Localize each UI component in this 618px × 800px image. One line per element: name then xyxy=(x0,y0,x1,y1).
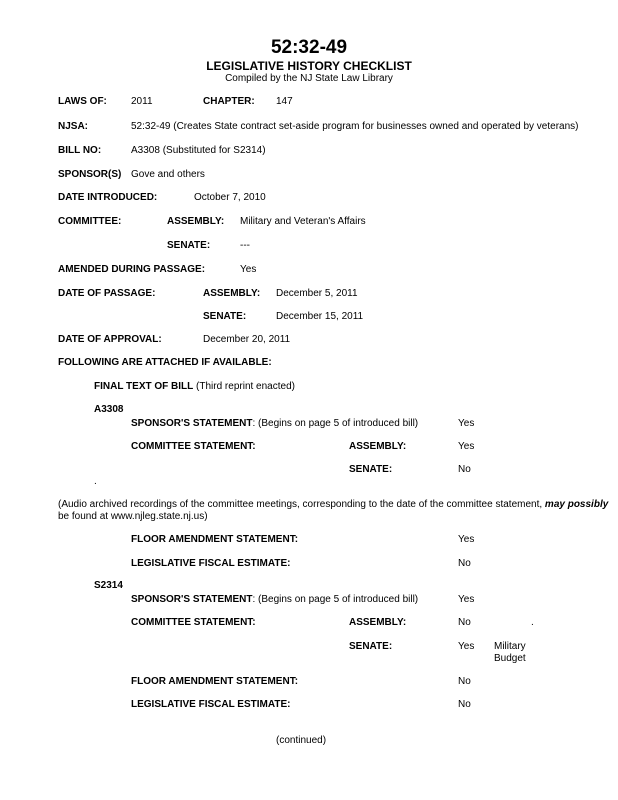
committee-senate-label: SENATE: xyxy=(167,240,211,251)
s2314-floor-amendment-label: FLOOR AMENDMENT STATEMENT: xyxy=(131,676,299,687)
date-of-approval-label: DATE OF APPROVAL: xyxy=(58,334,162,345)
a3308-sponsor-statement-value: Yes xyxy=(458,418,475,429)
s2314-fiscal-estimate-label: LEGISLATIVE FISCAL ESTIMATE: xyxy=(131,699,291,710)
a3308-fiscal-estimate-label: LEGISLATIVE FISCAL ESTIMATE: xyxy=(131,558,291,569)
date-of-approval-value: December 20, 2011 xyxy=(203,334,291,345)
a3308-committee-senate-value: No xyxy=(458,464,471,475)
s2314-committee-senate-value: Yes xyxy=(458,641,475,652)
passage-senate-value: December 15, 2011 xyxy=(276,311,364,322)
committee-senate-value: --- xyxy=(240,240,250,251)
date-introduced-value: October 7, 2010 xyxy=(194,192,266,203)
continued-note: (continued) xyxy=(276,735,327,746)
a3308-fiscal-estimate-value: No xyxy=(458,558,471,569)
s2314-bill-label: S2314 xyxy=(94,580,123,591)
compiled-by: Compiled by the NJ State Law Library xyxy=(225,73,393,84)
s2314-senate-committee-1: Military xyxy=(494,641,526,652)
laws-of-label: LAWS OF: xyxy=(58,96,107,107)
njsa-value: 52:32-49 (Creates State contract set-aside program for businesses owned and operated by veterans) xyxy=(131,121,579,132)
audio-note-emphasis: may possibly xyxy=(544,499,609,510)
a3308-bill-label: A3308 xyxy=(94,404,124,415)
date-of-passage-label: DATE OF PASSAGE: xyxy=(58,288,156,299)
bill-no-value: A3308 (Substituted for S2314) xyxy=(131,145,266,156)
page-title: 52:32-49 xyxy=(270,37,348,58)
s2314-committee-assembly-value: No xyxy=(458,617,471,628)
passage-senate-label: SENATE: xyxy=(203,311,247,322)
laws-of-value: 2011 xyxy=(131,96,153,107)
amended-value: Yes xyxy=(240,264,257,275)
audio-note-text: (Audio archived recordings of the committee meetings, corresponding to the date of the committee statement, xyxy=(58,499,545,510)
a3308-committee-statement-label: COMMITTEE STATEMENT: xyxy=(131,441,256,452)
chapter-label: CHAPTER: xyxy=(203,96,255,107)
a3308-committee-assembly-value: Yes xyxy=(458,441,475,452)
chapter-value: 147 xyxy=(276,96,293,107)
a3308-committee-senate-label: SENATE: xyxy=(349,464,393,475)
s2314-committee-assembly-label: ASSEMBLY: xyxy=(349,617,407,628)
amended-label: AMENDED DURING PASSAGE: xyxy=(58,264,206,275)
page-subtitle: LEGISLATIVE HISTORY CHECKLIST xyxy=(206,59,412,73)
audio-note-line2: be found at www.njleg.state.nj.us) xyxy=(58,511,208,522)
s2314-sponsor-statement xyxy=(131,594,418,605)
s2314-fiscal-estimate-value: No xyxy=(458,699,471,710)
s2314-sponsor-statement-note: : (Begins on page 5 of introduced bill) xyxy=(252,594,419,605)
sponsors-label: SPONSOR(S) xyxy=(58,169,122,180)
a3308-sponsor-statement-note: : (Begins on page 5 of introduced bill) xyxy=(252,418,419,429)
s2314-sponsor-statement-label: SPONSOR'S STATEMENT xyxy=(131,594,253,605)
s2314-assembly-dot: . xyxy=(531,617,534,628)
s2314-sponsor-statement-value: Yes xyxy=(458,594,475,605)
passage-assembly-value: December 5, 2011 xyxy=(276,288,358,299)
attached-heading: FOLLOWING ARE ATTACHED IF AVAILABLE: xyxy=(58,357,272,368)
s2314-floor-amendment-value: No xyxy=(458,676,471,687)
a3308-floor-amendment-label: FLOOR AMENDMENT STATEMENT: xyxy=(131,534,299,545)
sponsors-value: Gove and others xyxy=(131,169,205,180)
a3308-committee-assembly-label: ASSEMBLY: xyxy=(349,441,407,452)
a3308-floor-amendment-value: Yes xyxy=(458,534,475,545)
date-introduced-label: DATE INTRODUCED: xyxy=(58,192,158,203)
audio-note-line1 xyxy=(58,499,608,510)
passage-assembly-label: ASSEMBLY: xyxy=(203,288,261,299)
committee-label: COMMITTEE: xyxy=(58,216,122,227)
final-text-label: FINAL TEXT OF BILL xyxy=(94,381,194,392)
s2314-committee-senate-label: SENATE: xyxy=(349,641,393,652)
a3308-sponsor-statement-label: SPONSOR'S STATEMENT xyxy=(131,418,253,429)
final-text-line xyxy=(94,381,295,392)
s2314-committee-statement-label: COMMITTEE STATEMENT: xyxy=(131,617,256,628)
final-text-note: (Third reprint enacted) xyxy=(193,381,295,392)
bill-no-label: BILL NO: xyxy=(58,145,102,156)
stray-dot: . xyxy=(94,476,97,487)
committee-assembly-value: Military and Veteran's Affairs xyxy=(240,216,366,227)
s2314-senate-committee-2: Budget xyxy=(494,653,526,664)
committee-assembly-label: ASSEMBLY: xyxy=(167,216,225,227)
njsa-label: NJSA: xyxy=(58,121,89,132)
a3308-sponsor-statement xyxy=(131,418,418,429)
